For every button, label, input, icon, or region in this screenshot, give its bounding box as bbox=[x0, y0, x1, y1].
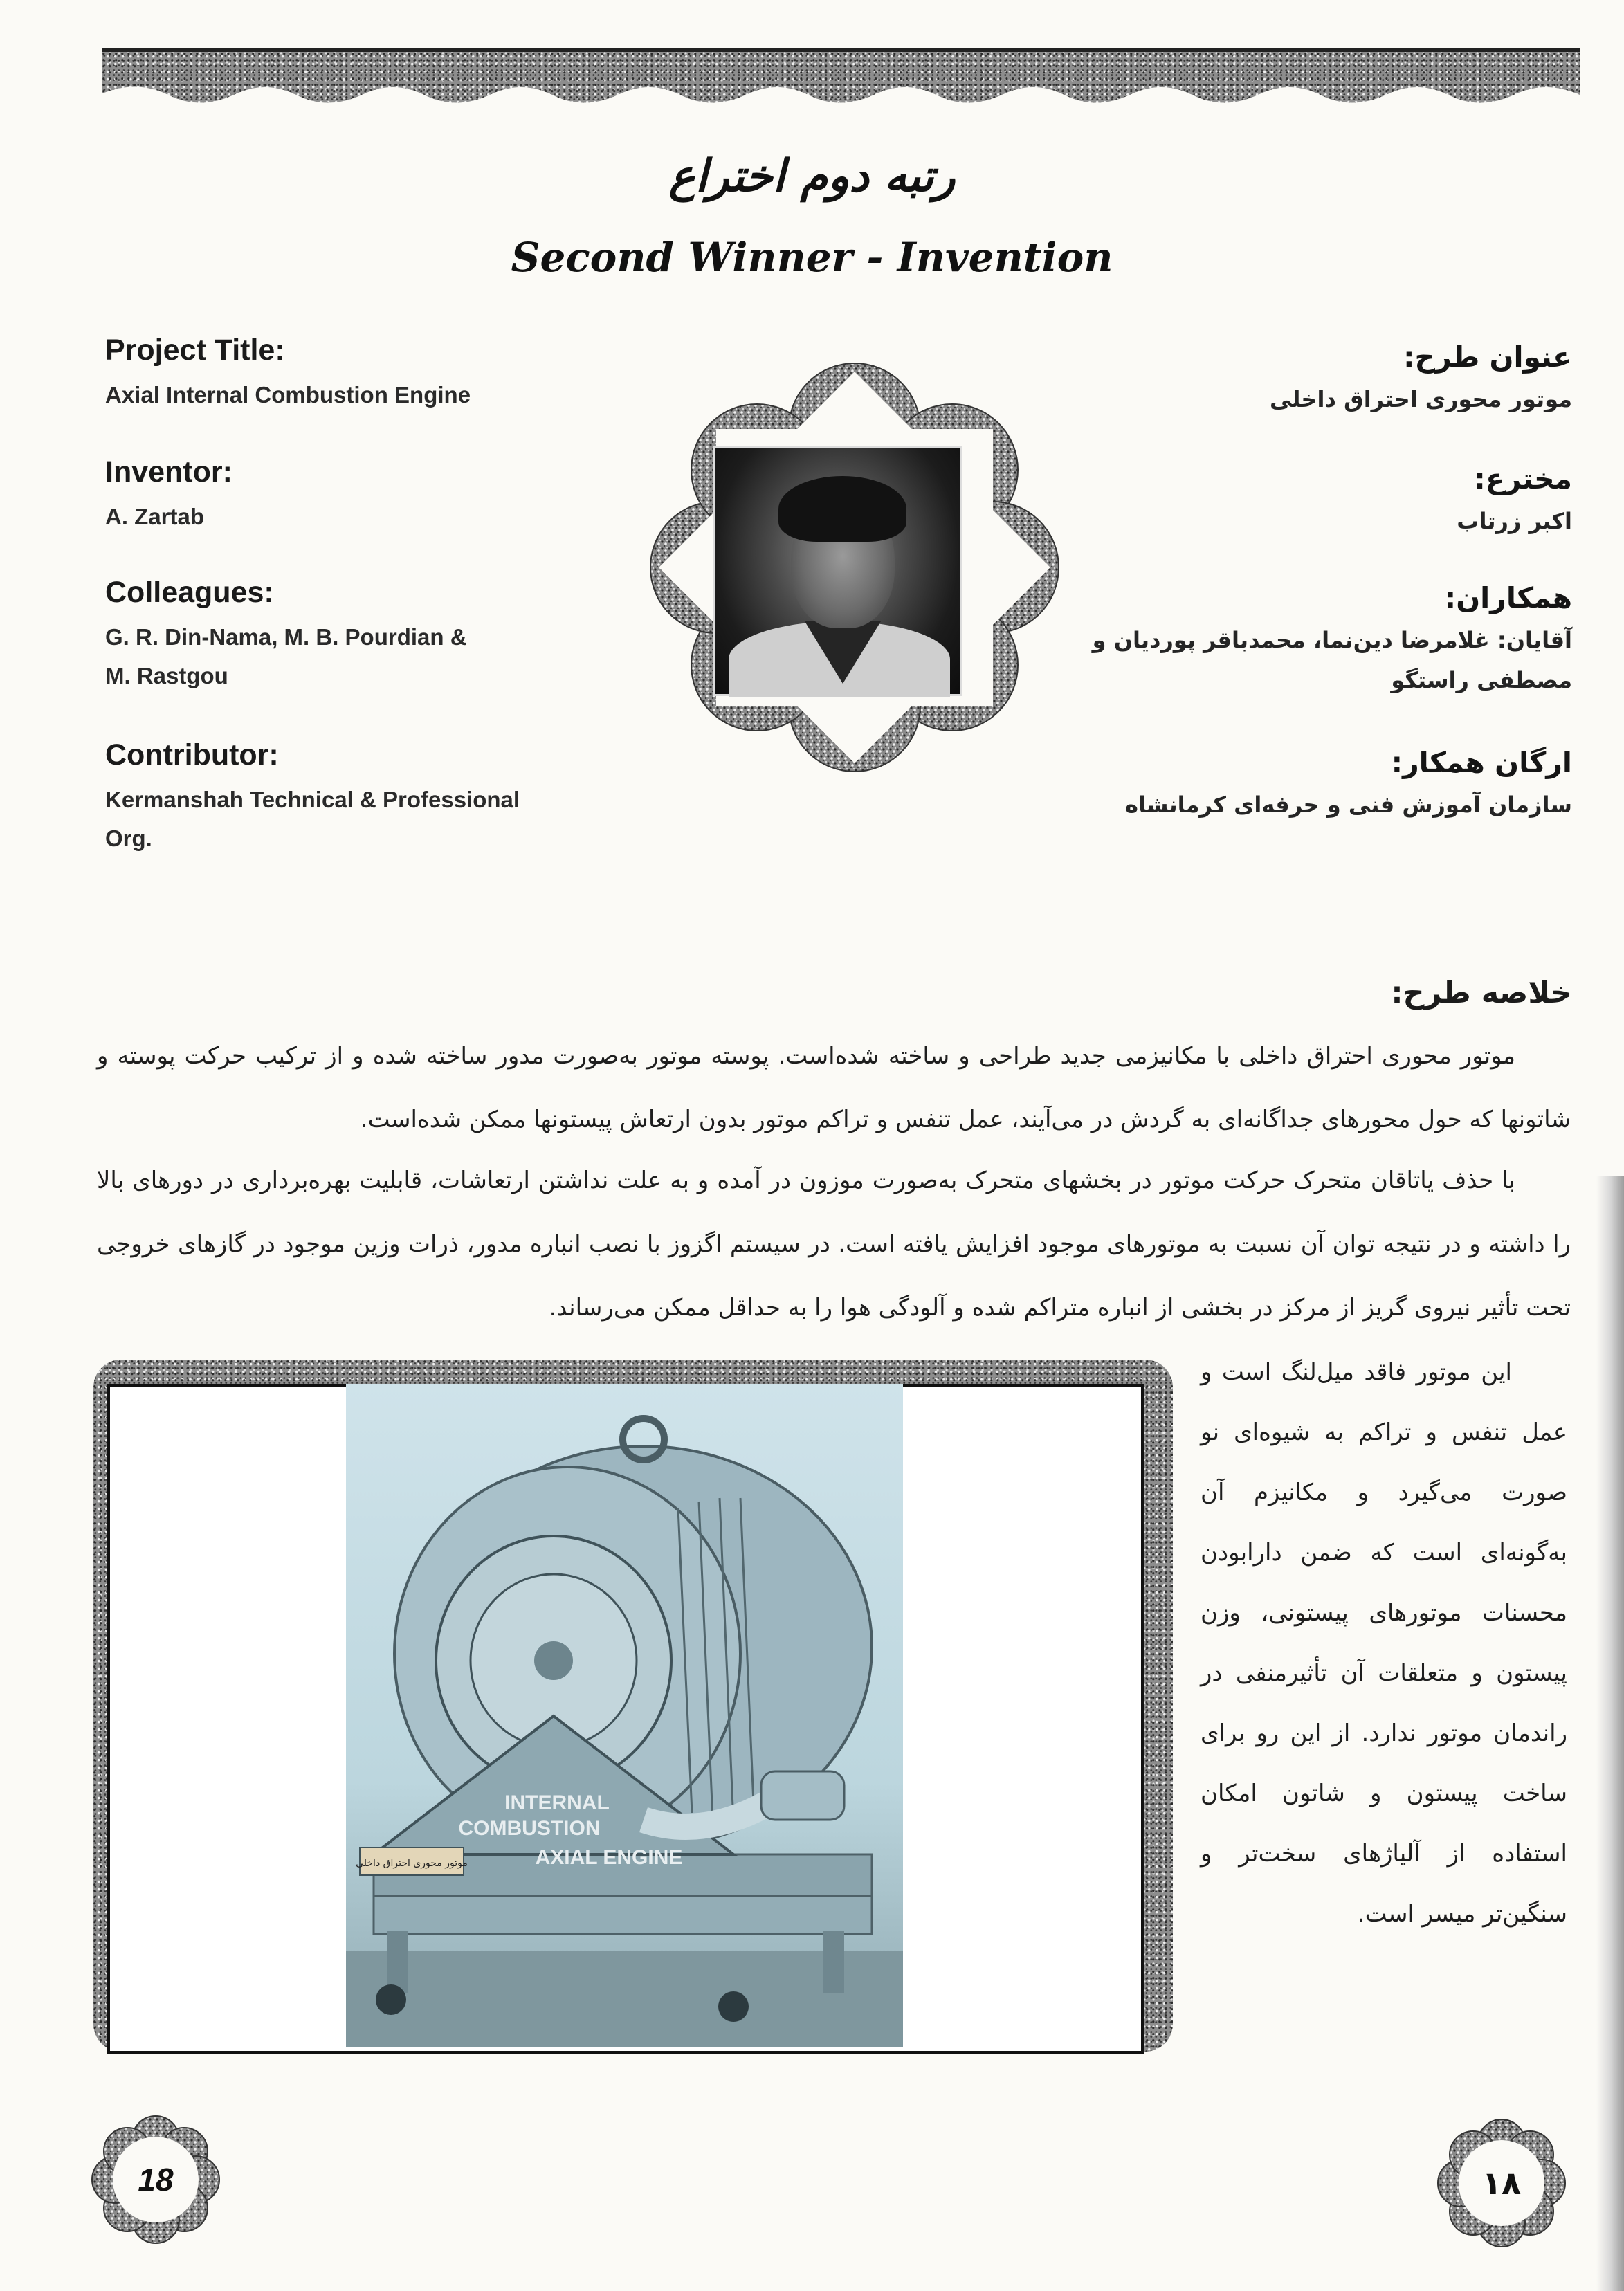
colleagues-line-1: G. R. Din-Nama, M. B. Pourdian & bbox=[105, 624, 467, 650]
plate-label-fa: موتور محوری احتراق داخلی bbox=[356, 1858, 468, 1869]
contributor-label: Contributor: bbox=[105, 738, 279, 772]
colleagues-label-fa: همکاران: bbox=[1444, 581, 1572, 614]
project-title-value-fa: موتور محوری احتراق داخلی bbox=[1270, 386, 1572, 412]
project-title-label-fa: عنوان طرح: bbox=[1403, 340, 1572, 374]
colleagues-line-2-fa: مصطفی راستگو bbox=[1391, 667, 1572, 693]
colleagues-line-2: M. Rastgou bbox=[105, 663, 228, 688]
page-title-english: Second Winner - Invention bbox=[511, 234, 1113, 281]
project-title-section-en bbox=[105, 334, 603, 414]
page-number-right: ۱۸ bbox=[1481, 2164, 1522, 2202]
plate-line-1: INTERNAL bbox=[504, 1791, 610, 1814]
inventor-label-fa: مخترع: bbox=[1474, 462, 1572, 495]
inventor-portrait bbox=[713, 446, 962, 696]
plate-line-3: AXIAL ENGINE bbox=[535, 1846, 683, 1869]
inventor-value-fa: اکبر زرتاب bbox=[1457, 508, 1572, 534]
top-ornamental-border bbox=[102, 48, 1580, 116]
page-title-persian: رتبه دوم اختراع bbox=[668, 151, 956, 202]
contributor-value-fa: سازمان آموزش فنی و حرفه‌ای کرمانشاه bbox=[1125, 792, 1572, 818]
inventor-label: Inventor: bbox=[105, 455, 232, 489]
page-number-left: 18 bbox=[138, 2162, 174, 2198]
summary-paragraph-2: با حذف یاتاقان متحرک حرکت موتور در بخشهای متحرک به‌صورت موزون در آمده و به علت نداشتن ارتعاشات، قابلیت بهره‌برداری در دورهای بالا را داشته و در نتیجه توان آن نسبت به موتورهای موجود افزایش یافته است. در سیستم اگزوز با نصب انباره مدور، ذرات وزین موجود در گازهای خروجی تحت تأثیر نیروی گریز از مرکز در بخشی از انباره متراکم شده و آلودگی هوا را به حداقل ممکن می‌رساند. bbox=[97, 1167, 1571, 1322]
engine-photo bbox=[346, 1384, 903, 2047]
page-binding-shadow bbox=[1596, 1176, 1624, 2291]
contributor-section-fa bbox=[1088, 746, 1572, 825]
contributor-label-fa: ارگان همکار: bbox=[1391, 746, 1572, 779]
inventor-section-fa bbox=[1088, 462, 1572, 541]
portrait-hair bbox=[778, 476, 906, 542]
scalloped-edge bbox=[102, 52, 1580, 121]
colleagues-section-fa bbox=[1088, 581, 1572, 700]
colleagues-label: Colleagues: bbox=[105, 576, 274, 609]
summary-paragraph-3: این موتور فاقد میل‌لنگ است و عمل تنفس و تراکم به شیوه‌ای نو صورت می‌گیرد و مکانیزم آن به‌گونه‌ای است که ضمن دارابودن محسنات موتورهای پیستونی، وزن پیستون و متعلقات آن تأثیرمنفی در راندمان موتور ندارد. از این رو برای ساخت پیستون و شاتون امکان استفاده از آلیاژهای سخت‌تر و سنگین‌تر میسر است. bbox=[1201, 1358, 1567, 1928]
engine-illustration bbox=[346, 1384, 903, 2047]
summary-heading: خلاصه طرح: bbox=[1391, 976, 1572, 1010]
project-title-section-fa bbox=[1088, 340, 1572, 419]
inventor-value: A. Zartab bbox=[105, 504, 205, 529]
summary-paragraph-1: موتور محوری احتراق داخلی با مکانیزمی جدید طراحی و ساخته شده‌است. پوسته موتور به‌صورت مدور ساخته شده و از ترکیب حرکت پوسته و شاتونها که حول محورهای جداگانه‌ای به گردش در می‌آیند، عمل تنفس و تراکم موتور بدون ارتعاش پیستونها ممکن شده‌است. bbox=[97, 1042, 1571, 1133]
contributor-line-1: Kermanshah Technical & Professional bbox=[105, 787, 520, 812]
contributor-section-en bbox=[105, 738, 659, 858]
colleagues-section-en bbox=[105, 576, 603, 695]
plate-line-2: COMBUSTION bbox=[458, 1817, 601, 1840]
colleagues-line-1-fa: آقایان: غلامرضا دین‌نما، محمدباقر پوردیان و bbox=[1092, 627, 1572, 653]
project-title-label: Project Title: bbox=[105, 334, 285, 367]
project-title-value: Axial Internal Combustion Engine bbox=[105, 382, 471, 408]
contributor-line-2: Org. bbox=[105, 825, 152, 851]
inventor-section-en bbox=[105, 455, 603, 536]
